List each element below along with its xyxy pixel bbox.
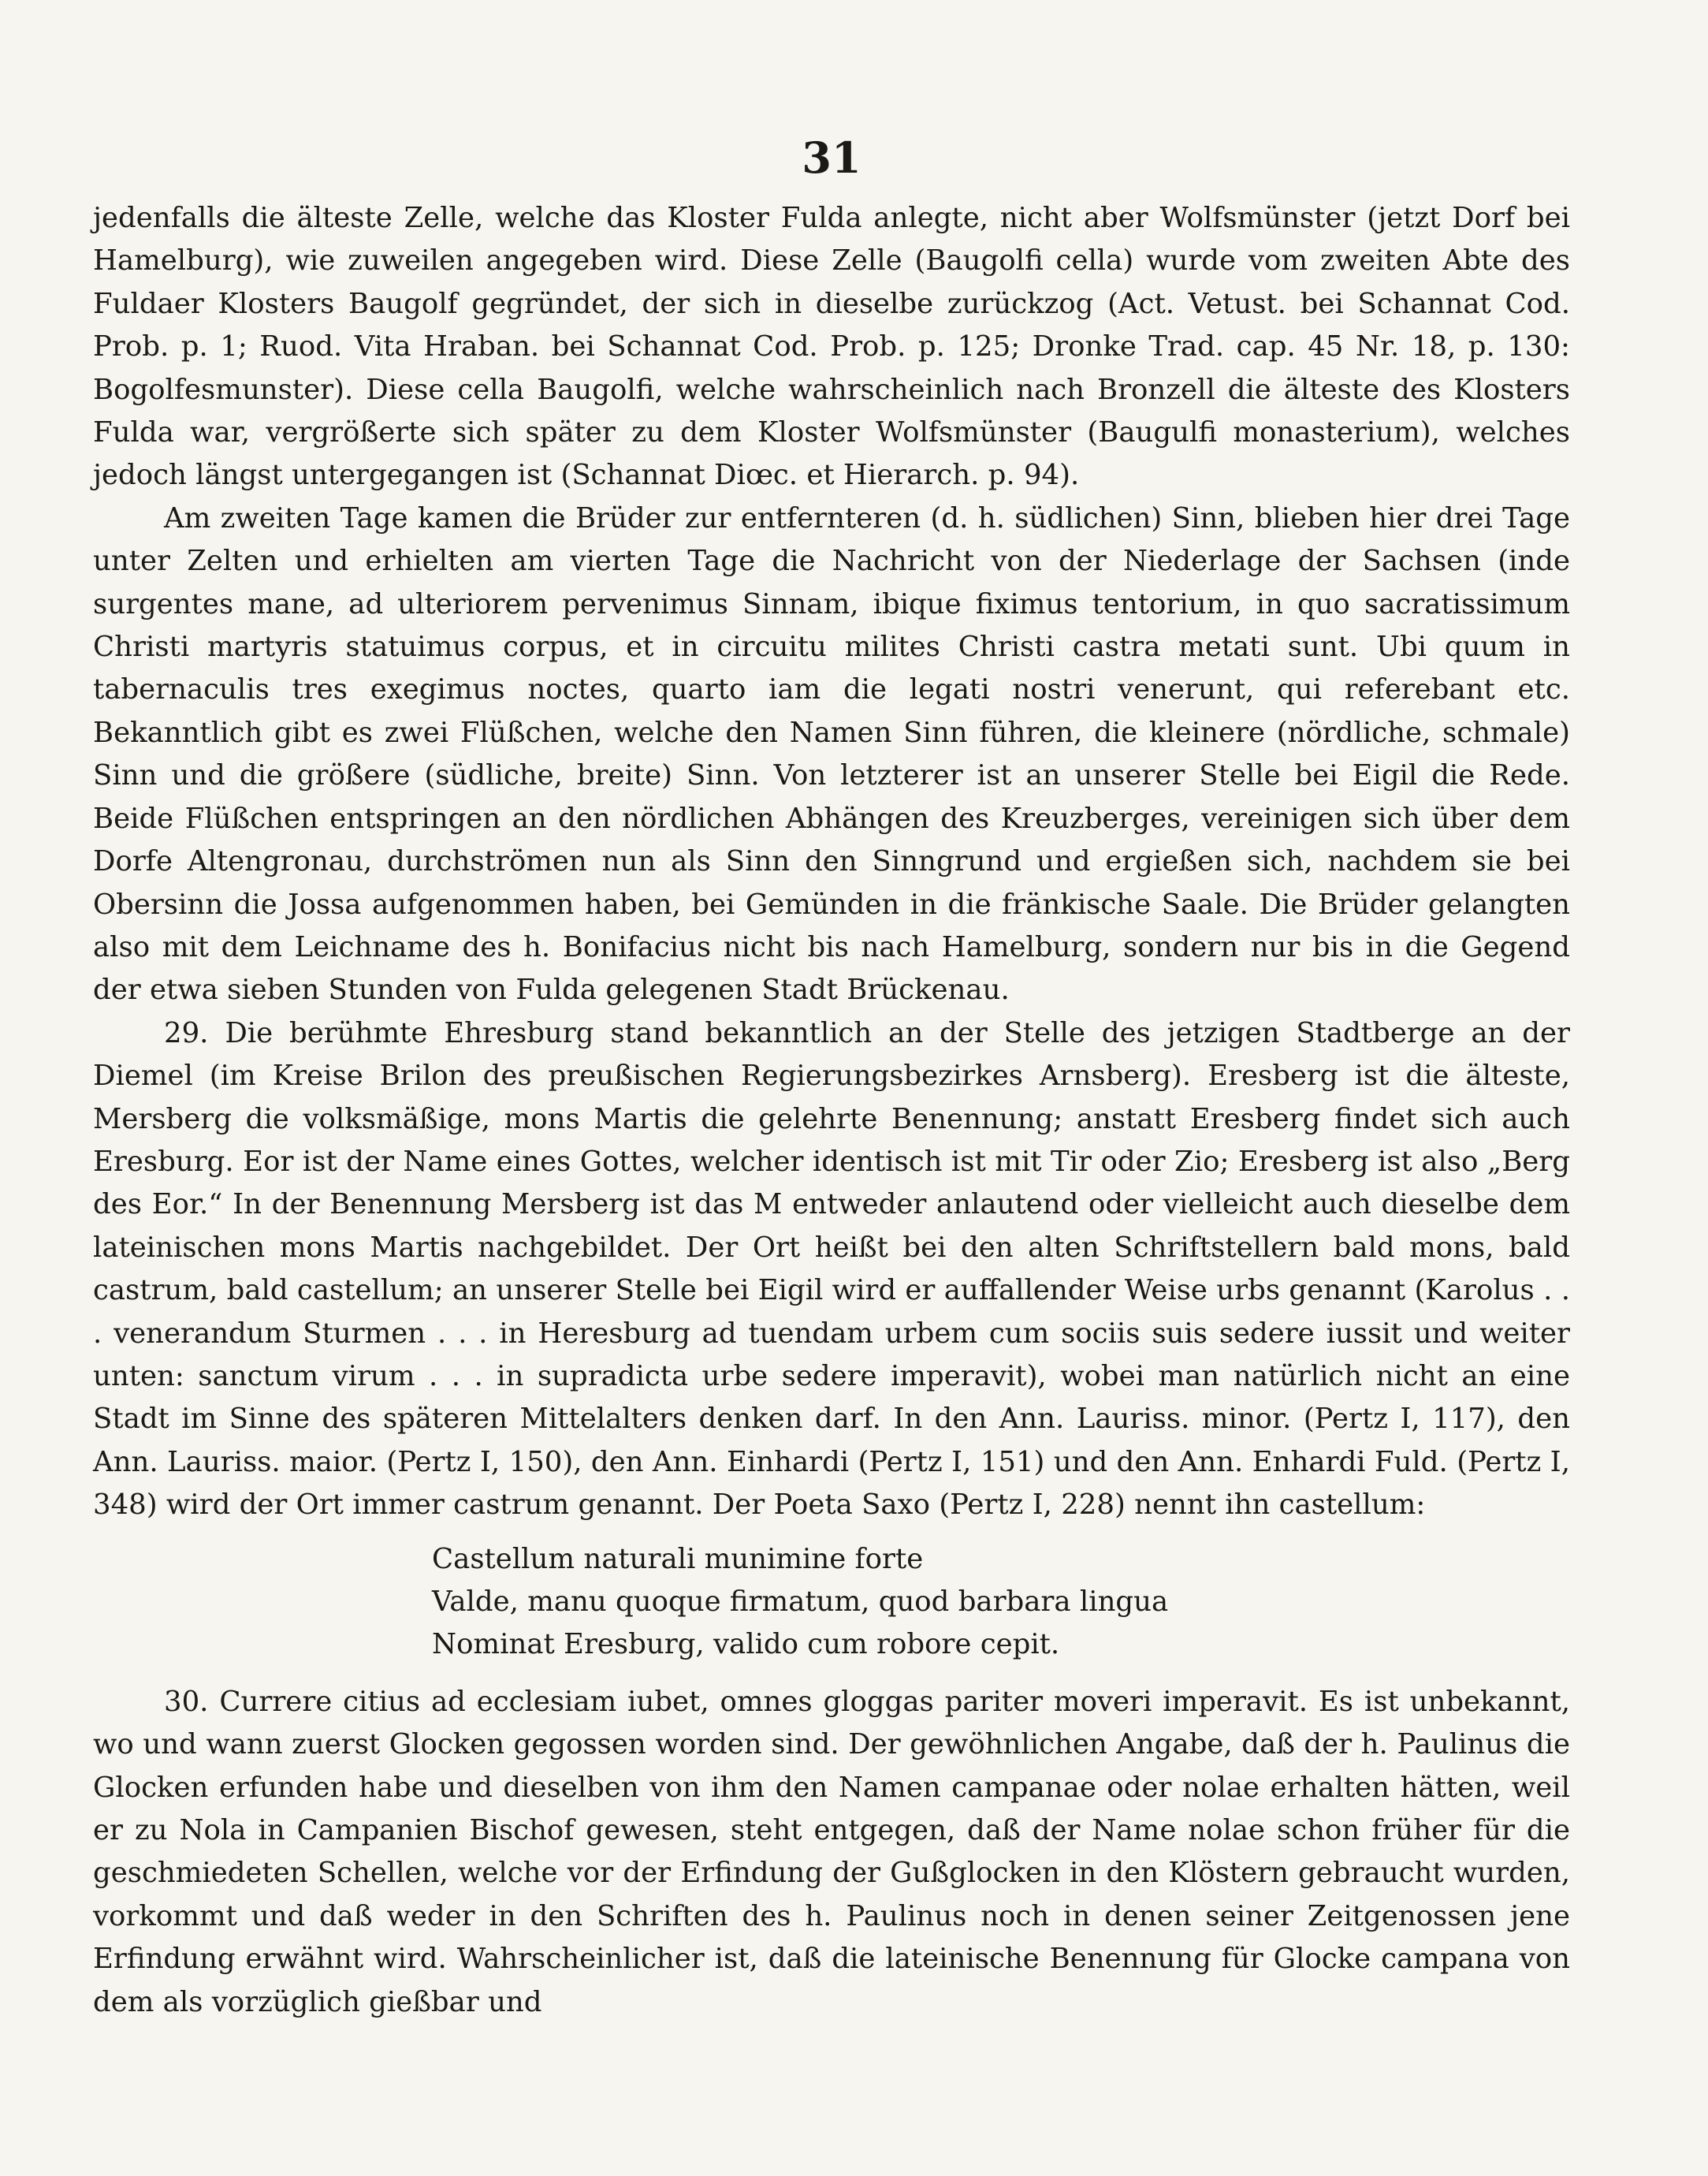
paragraph-30 (93, 1681, 1570, 2024)
paragraph-text: jedenfalls die älteste Zelle, welche das Kloster Fulda anlegte, nicht aber Wolfsmünster (jetzt Dorf bei Hamelburg), wie zuweilen angegeben wird. Diese Zelle (Baugolfi cella) wurde vom zweiten Abte des Fuldaer Klosters Baugolf gegründet, der sich in dieselbe zurückzog (Act. Vetust. bei Schannat Cod. Prob. p. 1; Ruod. Vita Hraban. bei Schannat Cod. Prob. p. 125; Dronke Trad. cap. 45 Nr. 18, p. 130: Bogolfesmunster). Diese cella Baugolfi, welche wahrscheinlich nach Bronzell die älteste des Klosters Fulda war, vergrößerte sich später zu dem Kloster Wolfsmünster (Baugulfi monasterium), welches jedoch längst untergegangen ist (Schannat Diœc. et Hierarch. p. 94). (93, 202, 1570, 492)
poem-line: Nominat Eresburg, valido cum robore cepit. (432, 1628, 1060, 1661)
paragraph-text: Am zweiten Tage kamen die Brüder zur entfernteren (d. h. südlichen) Sinn, blieben hier drei Tage unter Zelten und erhielten am vierten Tage die Nachricht von der Niederlage der Sachsen (inde surgentes mane, ad ulteriorem pervenimus Sinnam, ibique fiximus tentorium, in quo sacratissimum Christi martyris statuimus corpus, et in circuitu milites Christi castra metati sunt. Ubi quum in tabernaculis tres exegimus noctes, quarto iam die legati nostri venerunt, qui referebant etc. Bekanntlich gibt es zwei Flüßchen, welche den Namen Sinn führen, die kleinere (nördliche, schmale) Sinn und die größere (südliche, breite) Sinn. Von letzterer ist an unserer Stelle bei Eigil die Rede. Beide Flüßchen entspringen an den nördlichen Abhängen des Kreuzberges, vereinigen sich über dem Dorfe Altengronau, durchströmen nun als Sinn den Sinngrund und ergießen sich, nachdem sie bei Obersinn die Jossa aufgenommen haben, bei Gemünden in die fränkische Saale. Die Brüder gelangten also mit dem Leichname des h. Bonifacius nicht bis nach Hamelburg, sondern nur bis in die Gegend der etwa sieben Stunden von Fulda gelegenen Stadt Brückenau. (93, 501, 1570, 1007)
page-number: 31 (802, 132, 861, 183)
paragraph (93, 497, 1570, 1012)
poem-quote (432, 1538, 1570, 1667)
poem-line: Castellum naturali munimine forte (432, 1542, 924, 1575)
paragraph-29 (93, 1012, 1570, 1527)
paragraph-text: Currere citius ad ecclesiam iubet, omnes gloggas pariter moveri imperavit. Es ist unbekannt, wo und wann zuerst Glocken gegossen worden sind. Der gewöhnlichen Angabe, daß der h. Paulinus die Glocken erfunden habe und dieselben von ihm den Namen campanae oder nolae erhalten hätten, weil er zu Nola in Campanien Bischof gewesen, steht entgegen, daß der Name nolae schon früher für die geschmiedeten Schellen, welche vor der Erfindung der Gußglocken in den Klöstern gebraucht wurden, vorkommt und daß weder in den Schriften des h. Paulinus noch in denen seiner Zeitgenossen jene Erfindung erwähnt wird. Wahrscheinlicher ist, daß die lateinische Benennung für Glocke campana von dem als vorzüglich gießbar und (93, 1685, 1571, 2018)
paragraph-text: Die berühmte Ehresburg stand bekanntlich an der Stelle des jetzigen Stadtberge an der Diemel (im Kreise Brilon des preußischen Regierungsbezirkes Arnsberg). Eresberg ist die älteste, Mersberg die volksmäßige, mons Martis die gelehrte Benennung; anstatt Eresberg findet sich auch Eresburg. Eor ist der Name eines Gottes, welcher identisch ist mit Tir oder Zio; Eresberg ist also „Berg des Eor.“ In der Benennung Mersberg ist das M entweder anlautend oder vielleicht auch dieselbe dem lateinischen mons Martis nachgebildet. Der Ort heißt bei den alten Schriftstellern bald mons, bald castrum, bald castellum; an unserer Stelle bei Eigil wird er auffallender Weise urbs genannt (Karolus . . . venerandum Sturmen . . . in Heresburg ad tuendam urbem cum sociis suis sedere iussit und weiter unten: sanctum virum . . . in supradicta urbe sedere imperavit), wobei man natürlich nicht an eine Stadt im Sinne des späteren Mittelalters denken darf. In den Ann. Lauriss. minor. (Pertz I, 117), den Ann. Lauriss. maior. (Pertz I, 150), den Ann. Einhardi (Pertz I, 151) und den Ann. Enhardi Fuld. (Pertz I, 348) wird der Ort immer castrum genannt. Der Poeta Saxo (Pertz I, 228) nennt ihn castellum: (93, 1016, 1570, 1522)
page-body (93, 197, 1570, 2024)
paragraph-number: 29. (164, 1016, 209, 1049)
poem-line: Valde, manu quoque firmatum, quod barbara lingua (432, 1585, 1169, 1618)
paragraph (93, 197, 1570, 497)
paragraph-number: 30. (164, 1685, 209, 1718)
